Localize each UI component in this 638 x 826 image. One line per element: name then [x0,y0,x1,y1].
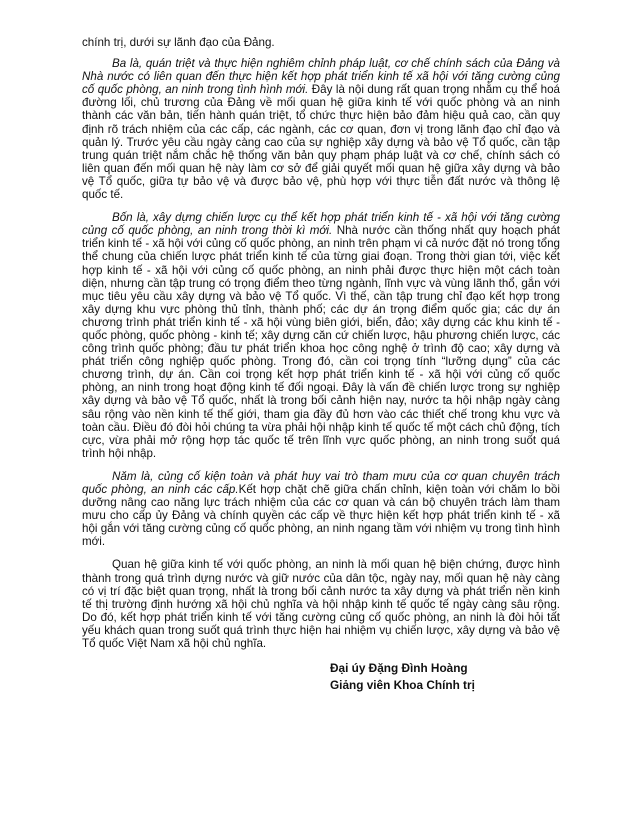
paragraph-text: chính trị, dưới sự lãnh đạo của Đảng. [82,36,275,49]
paragraph-lead: Bốn là, xây dựng chiến lược cụ thể kết hợp phát triển kinh tế - xã hội với tăng cường củng cố quốc phòng, an ninh trong thời kì mới. [82,211,560,238]
paragraph-text: Quan hệ giữa kinh tế với quốc phòng, an ninh là mối quan hệ biện chứng, được hình thành trong quá trình dựng nước và giữ nước của dân tộc, ngày nay, mối quan hệ này càng có vị trí đặc biệt quan trọng, nhất là trong bối cảnh nước ta xây dựng và phát triển nền kinh tế thị trường định hướng xã hội chủ nghĩa và hội nhập kinh tế quốc tế ngày càng sâu rộng. Do đó, kết hợp phát triển kinh tế với tăng cường củng cố quốc phòng, an ninh là đòi hỏi tất yếu khách quan trong suốt quá trình thực hiện hai nhiệm vụ chiến lược, xây dựng và bảo vệ Tổ quốc Việt Nam xã hội chủ nghĩa. [82,558,560,651]
paragraph-bon-la [82,211,560,460]
paragraph-lead: Năm là, củng cố kiện toàn và phát huy vai trò tham mưu của cơ quan chuyên trách quốc phòng, an ninh các cấp. [82,469,560,496]
paragraph-text: Đây là nội dung rất quan trọng nhằm cụ thể hoá đường lối, chủ trương của Đảng về mối quan hệ giữa kinh tế với quốc phòng và an ninh thành các văn bản, tiến hành quán triệt, tổ chức thực hiện bảo đảm hiệu quả cao, cần quy định rõ trách nhiệm của các cấp, các ngành, các cơ quan, đơn vị trong lãnh đạo chỉ đạo và quản lý. Trước yêu cầu ngày càng cao của sự nghiệp xây dựng và bảo vệ Tổ quốc, cần tập trung quán triệt nắm chắc hệ thống văn bản quy phạm pháp luật và cơ chế, chính sách có liên quan đến mối quan hệ này làm cơ sở để giải quyết mối quan hệ giữa xây dựng và bảo vệ Tổ quốc, giữa tự bảo vệ và được bảo vệ, phù hợp với thực tiễn đất nước và thông lệ quốc tế. [82,83,560,202]
author-title: Giảng viên Khoa Chính trị [330,678,475,693]
paragraph-text: Kết hợp chặt chẽ giữa chấn chỉnh, kiện toàn với chăm lo bồi dưỡng nâng cao năng lực trách nhiệm của các cơ quan và cán bộ chuyên trách làm tham mưu cho cấp ủy Đảng và chính quyền các cấp về thực hiện kết hợp phát triển kinh tế - xã hội gắn với tăng cường củng cố quốc phòng, an ninh ngang tầm với nhiệm vụ trong tình hình mới. [82,483,560,549]
paragraph-conclusion [82,558,560,650]
paragraph-nam-la [82,470,560,549]
paragraph-continuation [82,36,560,49]
paragraph-text: Nhà nước cần thống nhất quy hoạch phát triển kinh tế - xã hội với củng cố quốc phòng, an ninh trên phạm vi cả nước đặt nó trong tổng thể chung của chiến lược phát triển kinh tế của từng giai đoạn. Trong thời gian tới, việc kết hợp kinh tế - xã hội với củng cố quốc phòng, an ninh phải được thực hiện một cách toàn diện, nhưng cần tập trung có trọng điểm theo từng ngành, lĩnh vực và vùng lãnh thổ, gắn với mục tiêu yêu cầu xây dựng và bảo vệ Tổ quốc. Vì thế, cần tập trung chỉ đạo kết hợp trong xây dựng khu vực phòng thủ tỉnh, thành phố; các dự án trọng điểm quốc gia; các dự án chương trình phát triển kinh tế - xã hội vùng biên giới, biển, đảo; xây dựng các khu kinh tế - quốc phòng, quốc phòng - kinh tế; xây dựng căn cứ chiến lược, hậu phương chiến lược, các công trình quốc phòng; đầu tư phát triển khoa học công nghệ ở trình độ cao; xây dựng và phát triển công nghiệp quốc phòng. Trong đó, cần coi trọng tính “lưỡng dụng” của các chương trình, dự án. Cần coi trọng kết hợp phát triển kinh tế - xã hội với củng cố quốc phòng, an ninh trong hoạt động kinh tế đối ngoại. Đây là vấn đề chiến lược trong sự nghiệp xây dựng và bảo vệ Tổ quốc, nhất là trong bối cảnh hiện nay, nước ta hội nhập ngày càng sâu rộng vào nền kinh tế thế giới, tham gia đầy đủ hơn vào các thiết chế trong khu vực và toàn cầu. Điều đó đòi hỏi chúng ta vừa phải hội nhập kinh tế quốc tế một cách chủ động, tích cực, vừa phải mở rộng hợp tác quốc tế trên lĩnh vực quốc phòng, an ninh trong suốt quá trình hội nhập. [82,224,560,460]
author-name: Đại úy Đặng Đình Hoàng [330,661,468,676]
document-page [82,36,560,694]
author-signature [330,660,560,694]
paragraph-ba-la [82,57,560,201]
paragraph-lead: Ba là, quán triệt và thực hiện nghiêm chỉnh pháp luật, cơ chế chính sách của Đảng và Nhà nước có liên quan đến thực hiện kết hợp phát triển kinh tế xã hội với tăng cường củng cố quốc phòng, an ninh trong tình hình mới. [82,57,560,97]
